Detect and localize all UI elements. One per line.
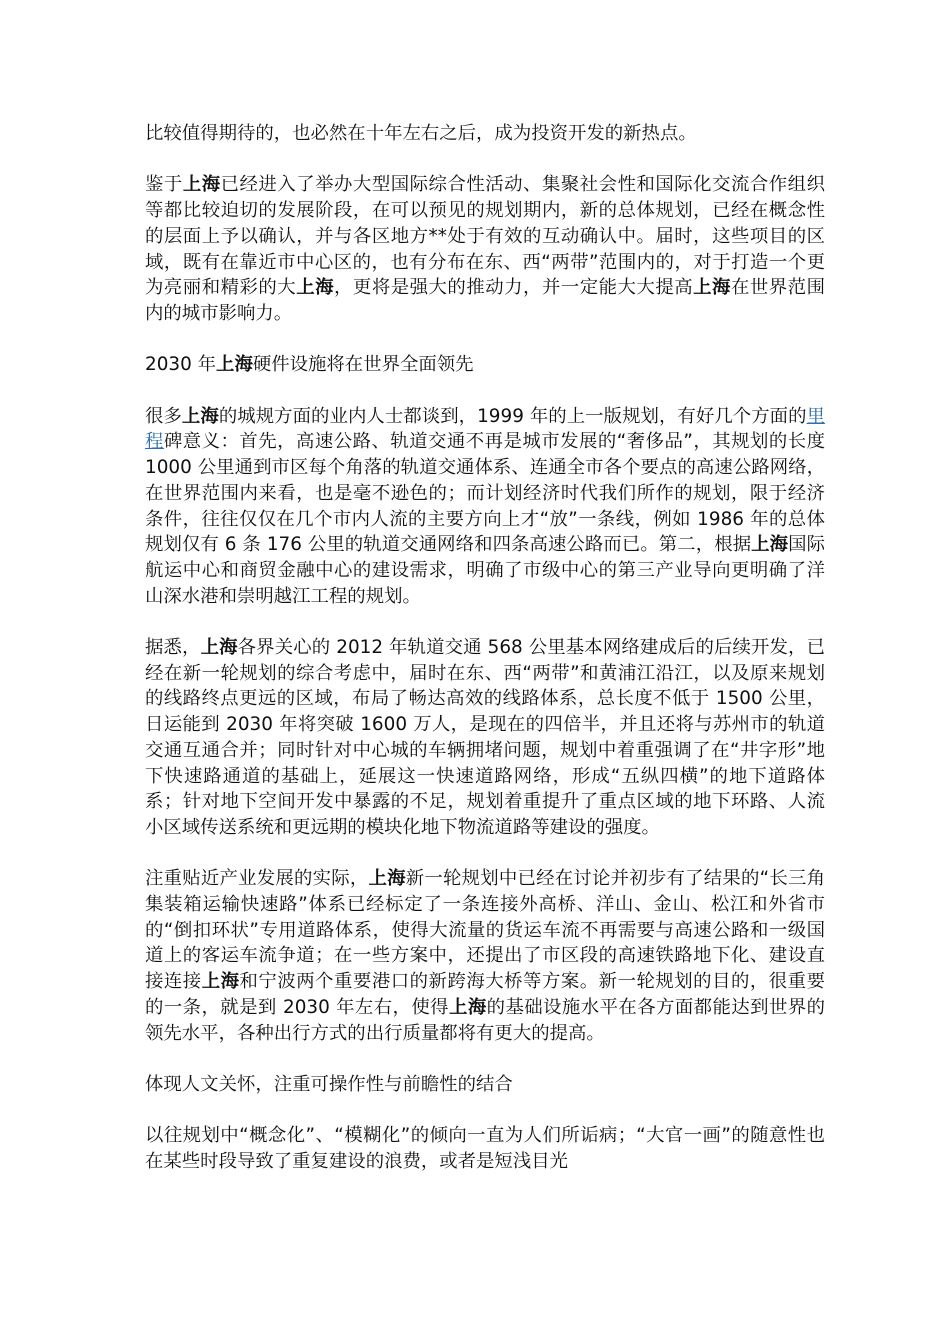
text-run: 的基础设施水平在各方面都能达到世界的领先水平，各种出行方式的出行质量都将有更大的提高。 — [145, 996, 825, 1044]
document-page — [145, 121, 825, 1200]
section-heading — [145, 1072, 825, 1098]
text-run: 注重贴近产业发展的实际， — [145, 868, 369, 890]
text-run: 碑意义：首先，高速公路、轨道交通不再是城市发展的“奢侈品”，其规划的长度 1000 公里通到市区每个角落的轨道交通体系、连通全市各个要点的高速公路网络，在世界范围内来看，也是毫不逊色的；而计划经济时代我们所作的规划，限于经济条件，往往仅仅在几个市内人流的主要方向上才“放”一条线，例如 1986 年的总体规划仅有 6 条 176 公里的轨道交通网络和四条高速公路而已。第二，根据 — [145, 431, 825, 556]
text-run: 已经进入了举办大型国际综合性活动、集聚社会性和国际化交流合作组织等都比较迫切的发展阶段，在可以预见的规划期内，新的总体规划，已经在概念性的层面上予以确认，并与各区地方**处于有效的互动确认中。届时，这些项目的区域，既有在靠近市中心区的，也有分布在东、西“两带”范围内的，对于打造一个更为亮丽和精彩的大 — [145, 174, 825, 299]
highlighted-keyword: 上海 — [751, 534, 789, 556]
text-run: 以往规划中“概念化”、“模糊化”的倾向一直为人们所诟病；“大官一画”的随意性也在某些时段导致了重复建设的浪费，或者是短浅目光 — [145, 1125, 825, 1173]
paragraph — [145, 404, 825, 610]
text-run: 硬件设施将在世界全面领先 — [252, 354, 474, 376]
highlighted-keyword: 上海 — [693, 277, 731, 299]
text-run: 鉴于 — [145, 174, 183, 196]
text-run: 比较值得期待的，也必然在十年左右之后，成为投资开发的新热点。 — [145, 123, 697, 144]
paragraph — [145, 1123, 825, 1174]
text-run: 新一轮规划中已经在讨论并初步有了结果的“长三角集装箱运输快速路”体系已经标定了一条连接外高桥、洋山、金山、松江和外省市的“倒扣环状”专用道路体系，使得大流量的货运车流不再需要与高速公路和一级国道上的客运车流争道；在一些方案中，还提出了市区段的高速铁路地下化、建设直接连接 — [145, 868, 825, 993]
text-run: 国际航运中心和商贸金融中心的建设需求，明确了市级中心的第三产业导向更明确了洋山深水港和崇明越江工程的规划。 — [145, 534, 825, 607]
paragraph — [145, 121, 825, 147]
text-run: 和宁波两个重要港口的新跨海大桥等方案。新一轮规划的目的，很重要的一条，就是到 2030 年左右，使得 — [145, 971, 825, 1018]
highlighted-keyword: 上海 — [449, 996, 487, 1018]
text-run: 据悉， — [145, 637, 201, 658]
text-run: 在世界范围内的城市影响力。 — [145, 277, 825, 324]
highlighted-keyword: 上海 — [200, 637, 238, 658]
text-run: 体现人文关怀，注重可操作性与前瞻性的结合 — [145, 1073, 513, 1095]
highlighted-keyword: 上海 — [181, 405, 219, 427]
text-run: ，更将是强大的推动力，并一定能大大提高 — [334, 277, 694, 299]
highlighted-keyword: 上海 — [368, 868, 406, 890]
text-run: 很多 — [145, 405, 182, 427]
highlighted-keyword: 上海 — [201, 971, 240, 993]
paragraph — [145, 172, 825, 326]
inline-link[interactable]: 里程 — [145, 405, 825, 453]
text-run: 各界关心的 2012 年轨道交通 568 公里基本网络建成后的后续开发，已经在新一轮规划的综合考虑中，届时在东、西“两带”和黄浦江沿江，以及原来规划的线路终点更远的区域，布局了畅达高效的线路体系，总长度不低于 1500 公里，日运能到 2030 年将突破 1600 万人，是现在的四倍半，并且还将与苏州市的轨道交通互通合并；同时针对中心城的车辆拥堵问题，规划中着重强调了在“井字形”地下快速路通道的基础上，延展这一快速道路网络，形成“五纵四横”的地下道路体系；针对地下空间开发中暴露的不足，规划着重提升了重点区域的地下环路、人流小区域传送系统和更远期的模块化地下物流道路等建设的强度。 — [145, 637, 825, 838]
text-run: 的城规方面的业内人士都谈到，1999 年的上一版规划，有好几个方面的 — [218, 405, 807, 427]
text-run: 2030 年 — [145, 354, 217, 376]
highlighted-keyword: 上海 — [216, 354, 253, 376]
paragraph — [145, 866, 825, 1046]
highlighted-keyword: 上海 — [296, 277, 335, 299]
section-heading — [145, 352, 825, 378]
paragraph — [145, 635, 825, 841]
highlighted-keyword: 上海 — [182, 174, 221, 196]
